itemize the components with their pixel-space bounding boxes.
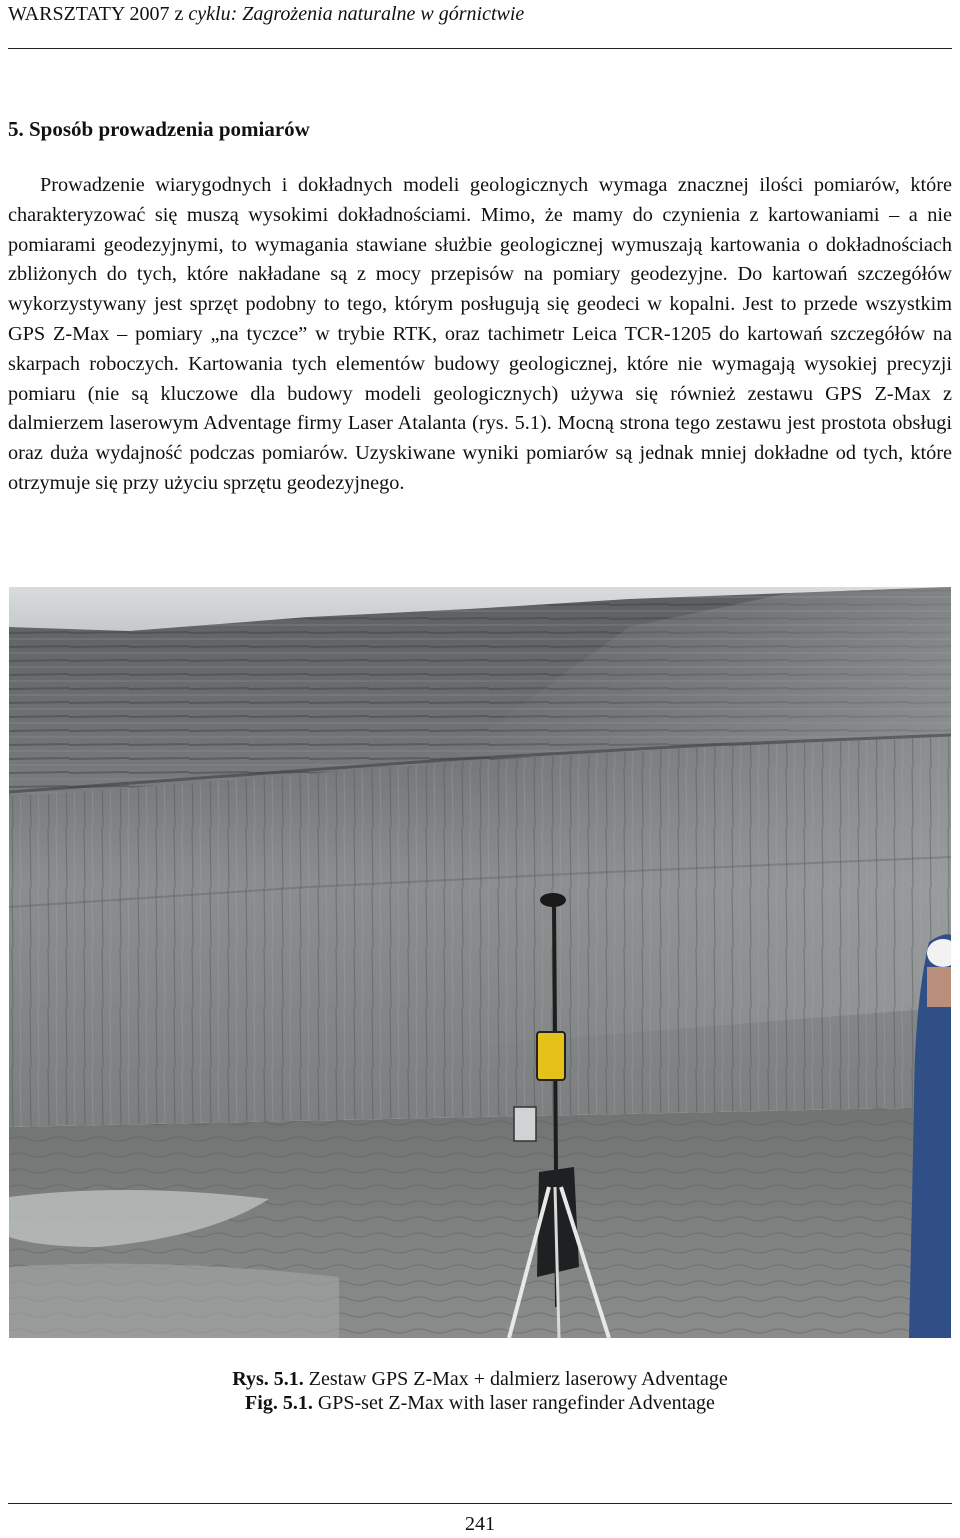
running-header <box>8 2 524 26</box>
section-heading: 5. Sposób prowadzenia pomiarów <box>8 117 310 141</box>
footer-rule <box>8 1503 952 1504</box>
figure-caption <box>0 1367 960 1415</box>
running-header-prefix: WARSZTATY 2007 z <box>8 3 189 25</box>
caption-polish <box>0 1367 960 1391</box>
running-header-series: cyklu: Zagrożenia naturalne w górnictwie <box>188 3 525 25</box>
caption-english <box>0 1391 960 1415</box>
header-rule <box>8 48 952 49</box>
caption-polish-text: Zestaw GPS Z-Max + dalmierz laserowy Adventage <box>303 1368 728 1390</box>
caption-english-label: Fig. 5.1. <box>245 1392 313 1414</box>
figure-photo <box>9 587 951 1338</box>
page-number: 241 <box>465 1513 495 1535</box>
caption-english-text: GPS-set Z-Max with laser rangefinder Adventage <box>312 1392 715 1414</box>
caption-polish-label: Rys. 5.1. <box>232 1368 304 1390</box>
body-paragraph: Prowadzenie wiarygodnych i dokładnych modeli geologicznych wymaga znacznej ilości pomiarów, które charakteryzować się muszą wysokimi dokładnościami. Mimo, że mamy do czynienia z kartowaniami – a nie pomiarami geodezyjnymi, to wymagania stawiane służbie geologicznej wymuszają kartowania o dokładnościach zbliżonych do tych, które nakładane są z mocy przepisów na pomiary geodezyjne. Do kartowań szczegółów wykorzystywany jest sprzęt podobny to tego, którym posługują się geodeci w kopalni. Jest to przede wszystkim GPS Z-Max – pomiary „na tyczce” w trybie RTK, oraz tachimetr Leica TCR-1205 do kartowań szczegółów na skarpach roboczych. Kartowania tych elementów budowy geologicznej, które nie wymagają wysokiej precyzji pomiaru (nie są kluczowe dla budowy modeli geologicznych) używa się również zestawu GPS Z-Max z dalmierzem laserowym Adventage firmy Laser Atalanta (rys. 5.1). Mocną strona tego zestawu jest prostota obsługi oraz duża wydajność podczas pomiarów. Uzyskiwane wyniki pomiarów są jednak mniej dokładne od tych, które otrzymuje się przy użyciu sprzętu geodezyjnego. <box>8 174 952 494</box>
